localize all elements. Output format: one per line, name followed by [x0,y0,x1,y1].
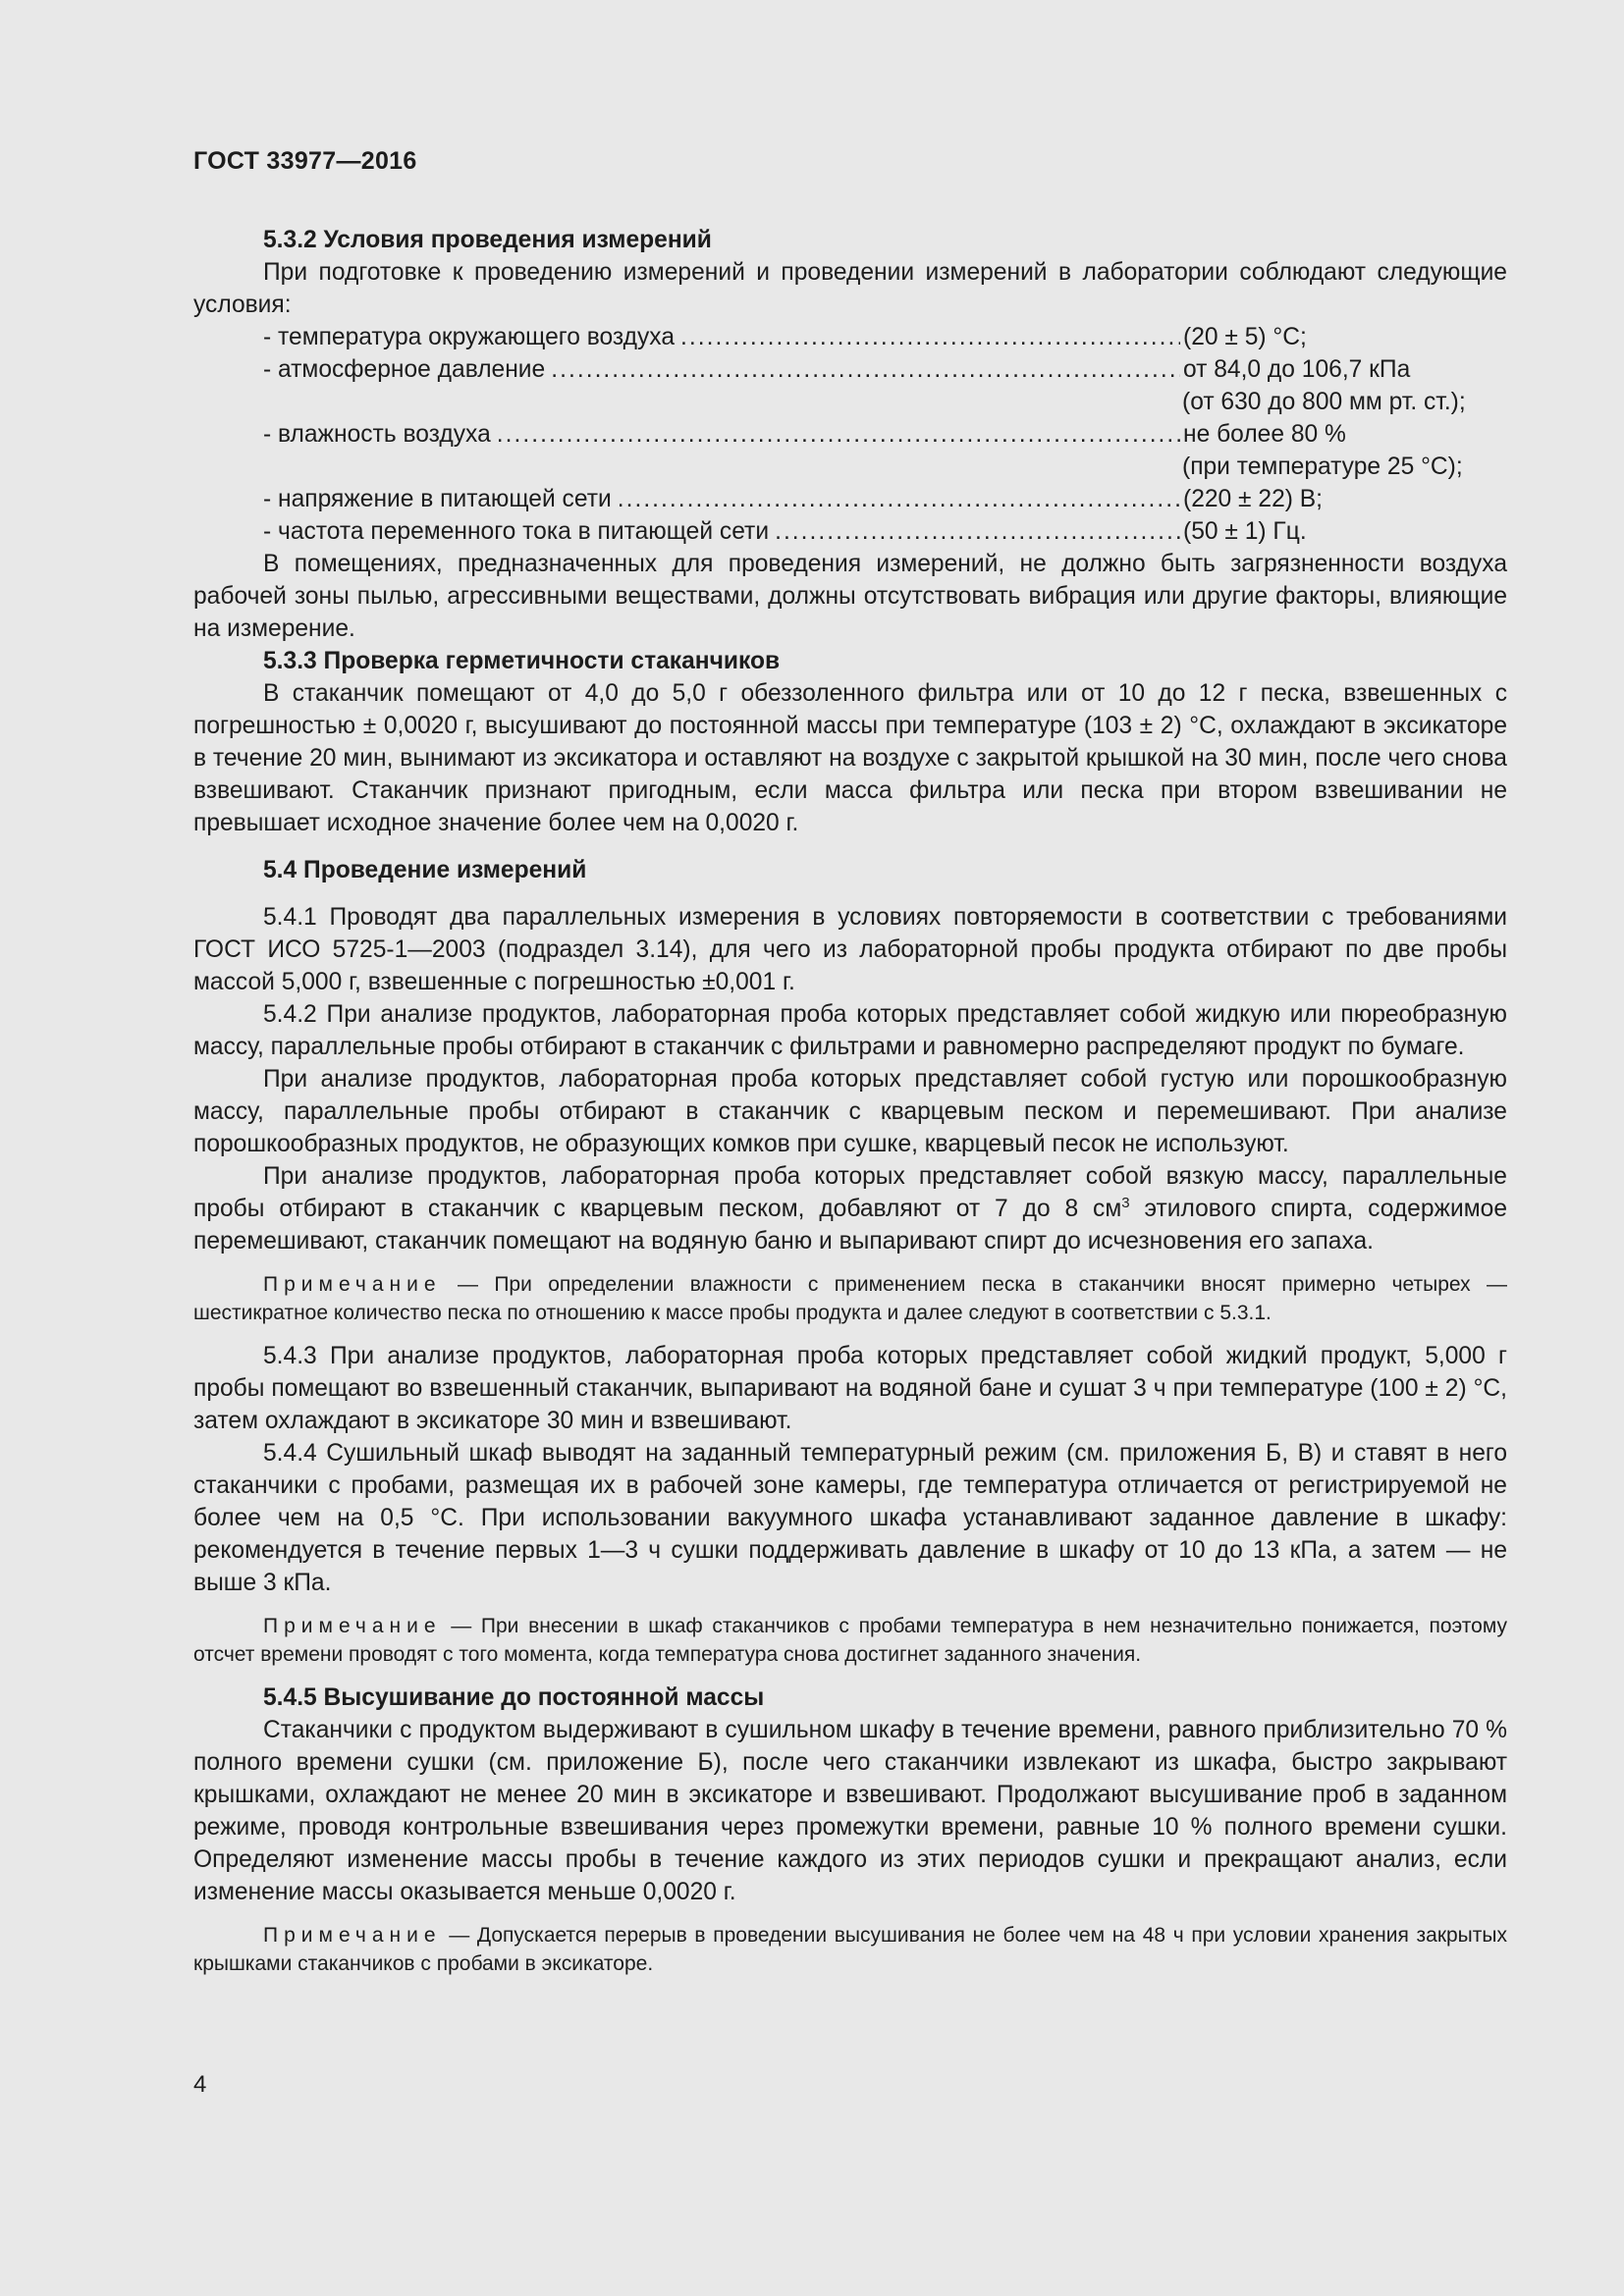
condition-row-voltage [193,483,1507,515]
condition-label: - напряжение в питающей сети [263,486,612,512]
section-heading-5-3-2: 5.3.2 Условия проведения измерений [263,227,712,253]
condition-row-temperature [193,321,1507,353]
paragraph-5-4-2-a: 5.4.2 При анализе продуктов, лабораторная проба которых представляет собой жидкую или пюреобразную массу, параллельные пробы отбирают в стаканчик с фильтрами и равномерно распределяют продукт по бумаге. [193,1001,1507,1060]
paragraph-text: При анализе продуктов, лабораторная проба которых представляет собой вязкую массу, параллельные пробы отбирают в стаканчик с кварцевым песком, добавляют от 7 до 8 см [193,1163,1507,1222]
condition-value: (20 ± 5) °С; [1183,324,1307,350]
condition-value-continued: (при температуре 25 °С); [1182,454,1463,480]
condition-value: (50 ± 1) Гц. [1183,518,1307,545]
leader-dots [775,515,1180,548]
paragraph-5-4-2-b: При анализе продуктов, лабораторная проба которых представляет собой густую или порошкообразную массу, параллельные пробы отбирают в стаканчик с кварцевым песком и перемешивают. При анализе порошкообразных продуктов, не образующих комков при сушке, кварцевый песок не используют. [193,1066,1507,1157]
condition-label: - влажность воздуха [263,421,491,448]
section-heading-5-4: 5.4 Проведение измерений [263,857,587,883]
note-temperature-drop [193,1612,1507,1669]
paragraph-5-4-1: 5.4.1 Проводят два параллельных измерения в условиях повторяемости в соответствии с требованиями ГОСТ ИСО 5725-1—2003 (подраздел 3.14), для чего из лабораторной пробы продукта отбирают по две пробы массой 5,000 г, взвешенные с погрешностью ±0,001 г. [193,904,1507,995]
leader-dots [618,483,1180,515]
section-heading-5-4-5: 5.4.5 Высушивание до постоянной массы [263,1684,765,1711]
leader-dots [497,418,1180,451]
paragraph-5-4-4: 5.4.4 Сушильный шкаф выводят на заданный температурный режим (см. приложения Б, В) и ставят в него стаканчики с пробами, размещая их в рабочей зоне камеры, где температура отличается от регистрируемой не более чем на 0,5 °С. При использовании вакуумного шкафа устанавливают заданное давление в шкафу: рекомендуется в течение первых 1—3 ч сушки поддерживать давление в шкафу от 10 до 13 кПа, а затем — не выше 3 кПа. [193,1440,1507,1596]
condition-label: - температура окружающего воздуха [263,324,675,350]
condition-value: (220 ± 22) В; [1183,486,1324,512]
paragraph-5-4-2-c [193,1160,1507,1257]
note-lead: Примечание [263,1615,442,1637]
condition-value: не более 80 % [1183,421,1346,448]
paragraph-5-4-3: 5.4.3 При анализе продуктов, лабораторная проба которых представляет собой жидкий продукт, 5,000 г пробы помещают во взвешенный стаканчик, выпаривают на водяной бане и сушат 3 ч при температуре (100 ± 2) °С, затем охлаждают в эксикаторе 30 мин и взвешивают. [193,1343,1507,1434]
condition-row-frequency [193,515,1507,548]
leader-dots [680,321,1180,353]
note-text: — При внесении в шкаф стаканчиков с пробами температура в нем незначительно понижается, поэтому отсчет времени проводят с того момента, когда температура снова достигнет заданного значения. [193,1615,1507,1666]
superscript-cube: 3 [1121,1194,1130,1211]
note-text: — Допускается перерыв в проведении высушивания не более чем на 48 ч при условии хранения закрытых крышками стаканчиков с пробами в эксикаторе. [193,1924,1507,1975]
note-sand [193,1270,1507,1327]
note-lead: Примечание [263,1924,442,1947]
paragraph-text: этилового спирта, содержимое перемешивают, стаканчик помещают на водяную баню и выпаривают спирт до исчезновения его запаха. [193,1196,1507,1255]
condition-label: - атмосферное давление [263,356,546,383]
paragraph-room-requirements: В помещениях, предназначенных для проведения измерений, не должно быть загрязненности воздуха рабочей зоны пылью, агрессивными веществами, должны отсутствовать вибрация или другие факторы, влияющие на измерение. [193,551,1507,642]
condition-row-humidity [193,418,1507,451]
note-drying-break [193,1921,1507,1978]
page-number: 4 [193,2071,207,2098]
leader-dots [551,353,1180,386]
condition-row-pressure [193,353,1507,386]
page-content [193,224,1507,1978]
note-lead: Примечание [263,1273,442,1296]
condition-value: от 84,0 до 106,7 кПа [1183,356,1411,383]
paragraph-conditions-intro: При подготовке к проведению измерений и проведении измерений в лаборатории соблюдают следующие условия: [193,259,1507,318]
paragraph-5-4-5: Стаканчики с продуктом выдерживают в сушильном шкафу в течение времени, равного приблизительно 70 % полного времени сушки (см. приложение Б), после чего стаканчики извлекают из шкафа, быстро закрывают крышками, охлаждают не менее 20 мин в эксикаторе и взвешивают. Продолжают высушивание проб в заданном режиме, проводя контрольные взвешивания через промежутки времени, равные 10 % полного времени сушки. Определяют изменение массы пробы в течение каждого из этих периодов сушки и прекращают анализ, если изменение массы оказывается меньше 0,0020 г. [193,1717,1507,1905]
note-text: — При определении влажности с применением песка в стаканчики вносят примерно четырех — шестикратное количество песка по отношению к массе пробы продукта и далее следуют в соответствии с 5.3.1. [193,1273,1507,1324]
condition-label: - частота переменного тока в питающей сети [263,518,770,545]
paragraph-tightness-check: В стаканчик помещают от 4,0 до 5,0 г обеззоленного фильтра или от 10 до 12 г песка, взвешенных с погрешностью ± 0,0020 г, высушивают до постоянной массы при температуре (103 ± 2) °С, охлаждают в эксикаторе в течение 20 мин, вынимают из эксикатора и оставляют на воздухе с закрытой крышкой на 30 мин, после чего снова взвешивают. Стаканчик признают пригодным, если масса фильтра или песка при втором взвешивании не превышает исходное значение более чем на 0,0020 г. [193,680,1507,836]
section-heading-5-3-3: 5.3.3 Проверка герметичности стаканчиков [263,648,781,674]
document-code: ГОСТ 33977—2016 [193,147,417,175]
condition-value-continued: (от 630 до 800 мм рт. ст.); [1182,389,1466,415]
